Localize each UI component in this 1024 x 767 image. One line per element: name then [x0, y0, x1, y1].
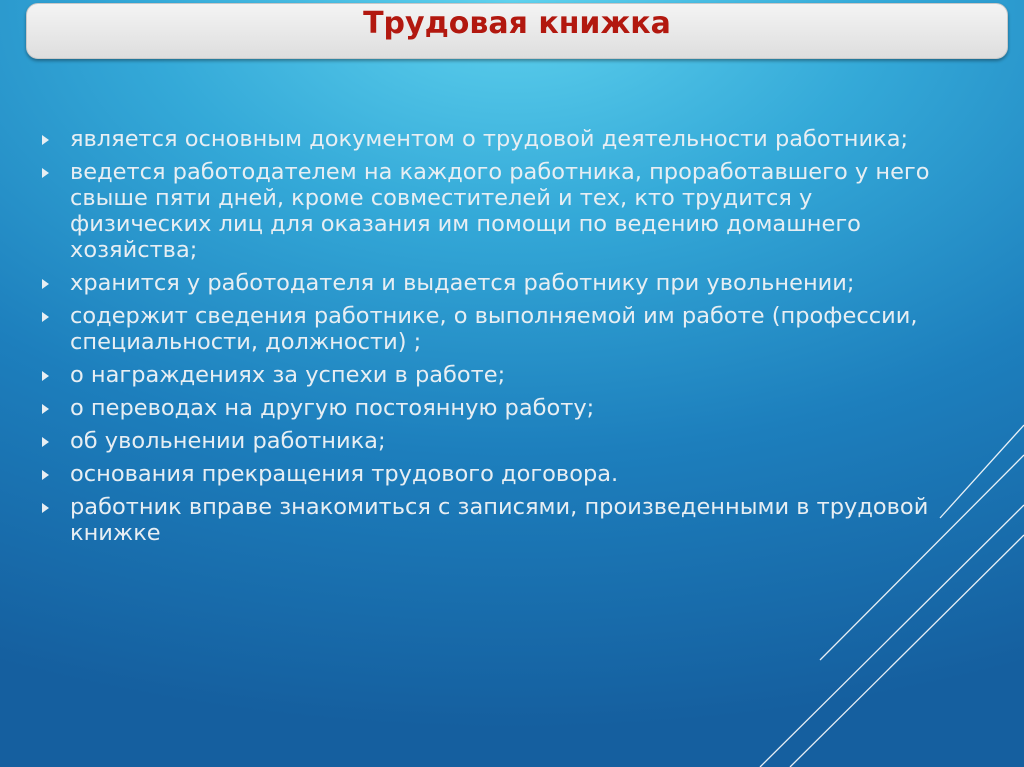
bullet-text: ведется работодателем на каждого работника, проработавшего у него свыше пяти дней, кроме совместителей и тех, кто трудится у физических лиц для оказания им помощи по ведению домашнего хозяйства; [70, 159, 930, 263]
bullet-arrow-icon [42, 371, 49, 381]
bullet-item [40, 126, 940, 152]
bullet-arrow-icon [42, 470, 49, 480]
bullet-text: является основным документом о трудовой деятельности работника; [70, 126, 909, 152]
bullet-item [40, 461, 940, 487]
bullet-arrow-icon [42, 135, 49, 145]
bullet-item [40, 395, 940, 421]
bullet-item [40, 303, 940, 355]
bullet-text: основания прекращения трудового договора. [70, 461, 619, 487]
bullet-text: работник вправе знакомиться с записями, произведенными в трудовой книжке [70, 494, 929, 546]
bullet-arrow-icon [42, 503, 49, 513]
title-box [26, 3, 1008, 59]
deco-line [940, 425, 1024, 518]
bullet-arrow-icon [42, 168, 49, 178]
slide-title: Трудовая книжка [363, 6, 671, 41]
bullet-list [40, 126, 940, 553]
bullet-arrow-icon [42, 404, 49, 414]
bullet-arrow-icon [42, 437, 49, 447]
bullet-text: о переводах на другую постоянную работу; [70, 395, 595, 421]
deco-line [790, 535, 1024, 767]
bullet-arrow-icon [42, 312, 49, 322]
bullet-item [40, 362, 940, 388]
bullet-text: хранится у работодателя и выдается работнику при увольнении; [70, 270, 855, 296]
bullet-text: об увольнении работника; [70, 428, 386, 454]
bullet-text: о награждениях за успехи в работе; [70, 362, 506, 388]
bullet-arrow-icon [42, 279, 49, 289]
bullet-text: содержит сведения работнике, о выполняемой им работе (профессии, специальности, должности) ; [70, 303, 918, 355]
bullet-item [40, 428, 940, 454]
bullet-item [40, 159, 940, 263]
bullet-item [40, 270, 940, 296]
bullet-item [40, 494, 940, 546]
